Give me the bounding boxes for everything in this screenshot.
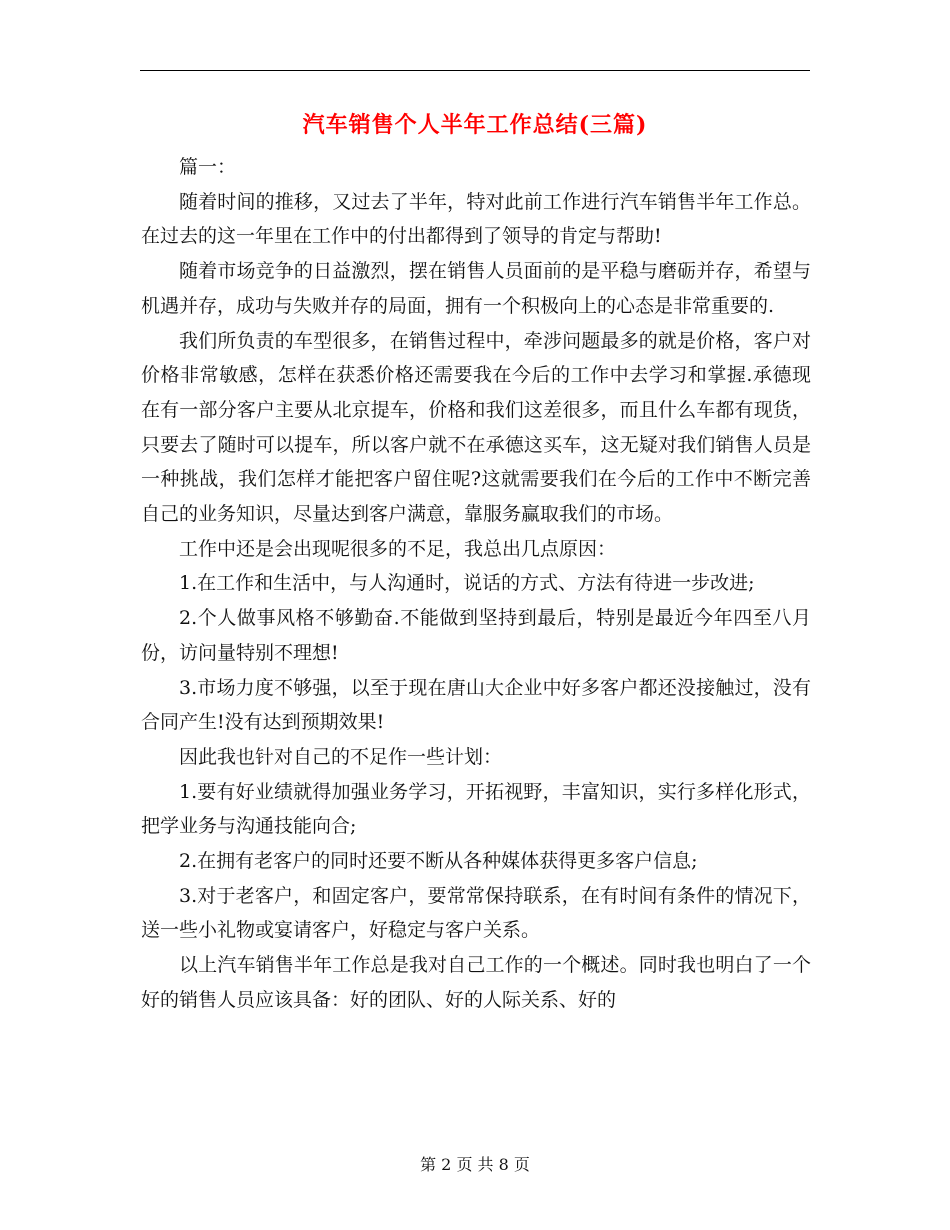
paragraph: 3.市场力度不够强，以至于现在唐山大企业中好多客户都还没接触过，没有合同产生!没有达到预期效果!	[141, 676, 811, 734]
paragraph: 1.要有好业绩就得加强业务学习，开拓视野，丰富知识，实行多样化形式，把学业务与沟通技能向合;	[141, 780, 811, 838]
page-footer: 第 2 页 共 8 页	[420, 1155, 530, 1174]
paragraph: 篇一：	[179, 156, 237, 178]
header-rule	[140, 70, 810, 71]
paragraph: 1.在工作和生活中，与人沟通时，说话的方式、方法有待进一步改进;	[179, 572, 755, 595]
paragraph: 随着市场竞争的日益激烈，摆在销售人员面前的是平稳与磨砺并存，希望与机遇并存，成功与失败并存的局面，拥有一个积极向上的心态是非常重要的.	[141, 260, 811, 317]
paragraph: 2.在拥有老客户的同时还要不断从各种媒体获得更多客户信息;	[179, 850, 698, 873]
paragraph: 工作中还是会出现呢很多的不足，我总出几点原因：	[179, 537, 617, 560]
paragraph: 随着时间的推移，又过去了半年，特对此前工作进行汽车销售半年工作总。在过去的这一年里在工作中的付出都得到了领导的肯定与帮助!	[141, 190, 811, 248]
paragraph: 3.对于老客户，和固定客户，要常常保持联系，在有时间有条件的情况下，送一些小礼物或宴请客户，好稳定与客户关系。	[141, 884, 811, 942]
paragraph: 我们所负责的车型很多，在销售过程中，牵涉问题最多的就是价格，客户对价格非常敏感，怎样在获悉价格还需要我在今后的工作中去学习和掌握.承德现在有一部分客户主要从北京提车，价格和我们这差很多，而且什么车都有现货，只要去了随时可以提车，所以客户就不在承德这买车，这无疑对我们销售人员是一种挑战，我们怎样才能把客户留住呢?这就需要我们在今后的工作中不断完善自己的业务知识，尽量达到客户满意，靠服务赢取我们的市场。	[141, 329, 811, 526]
document-title: 汽车销售个人半年工作总结(三篇)	[302, 112, 648, 138]
paragraph: 2.个人做事风格不够勤奋.不能做到坚持到最后，特别是最近今年四至八月份，访问量特别不理想!	[141, 607, 811, 664]
paragraph: 因此我也针对自己的不足作一些计划：	[179, 745, 503, 768]
document-body	[141, 150, 811, 1018]
paragraph: 以上汽车销售半年工作总是我对自己工作的一个概述。同时我也明白了一个好的销售人员应该具备：好的团队、好的人际关系、好的	[141, 954, 811, 1011]
